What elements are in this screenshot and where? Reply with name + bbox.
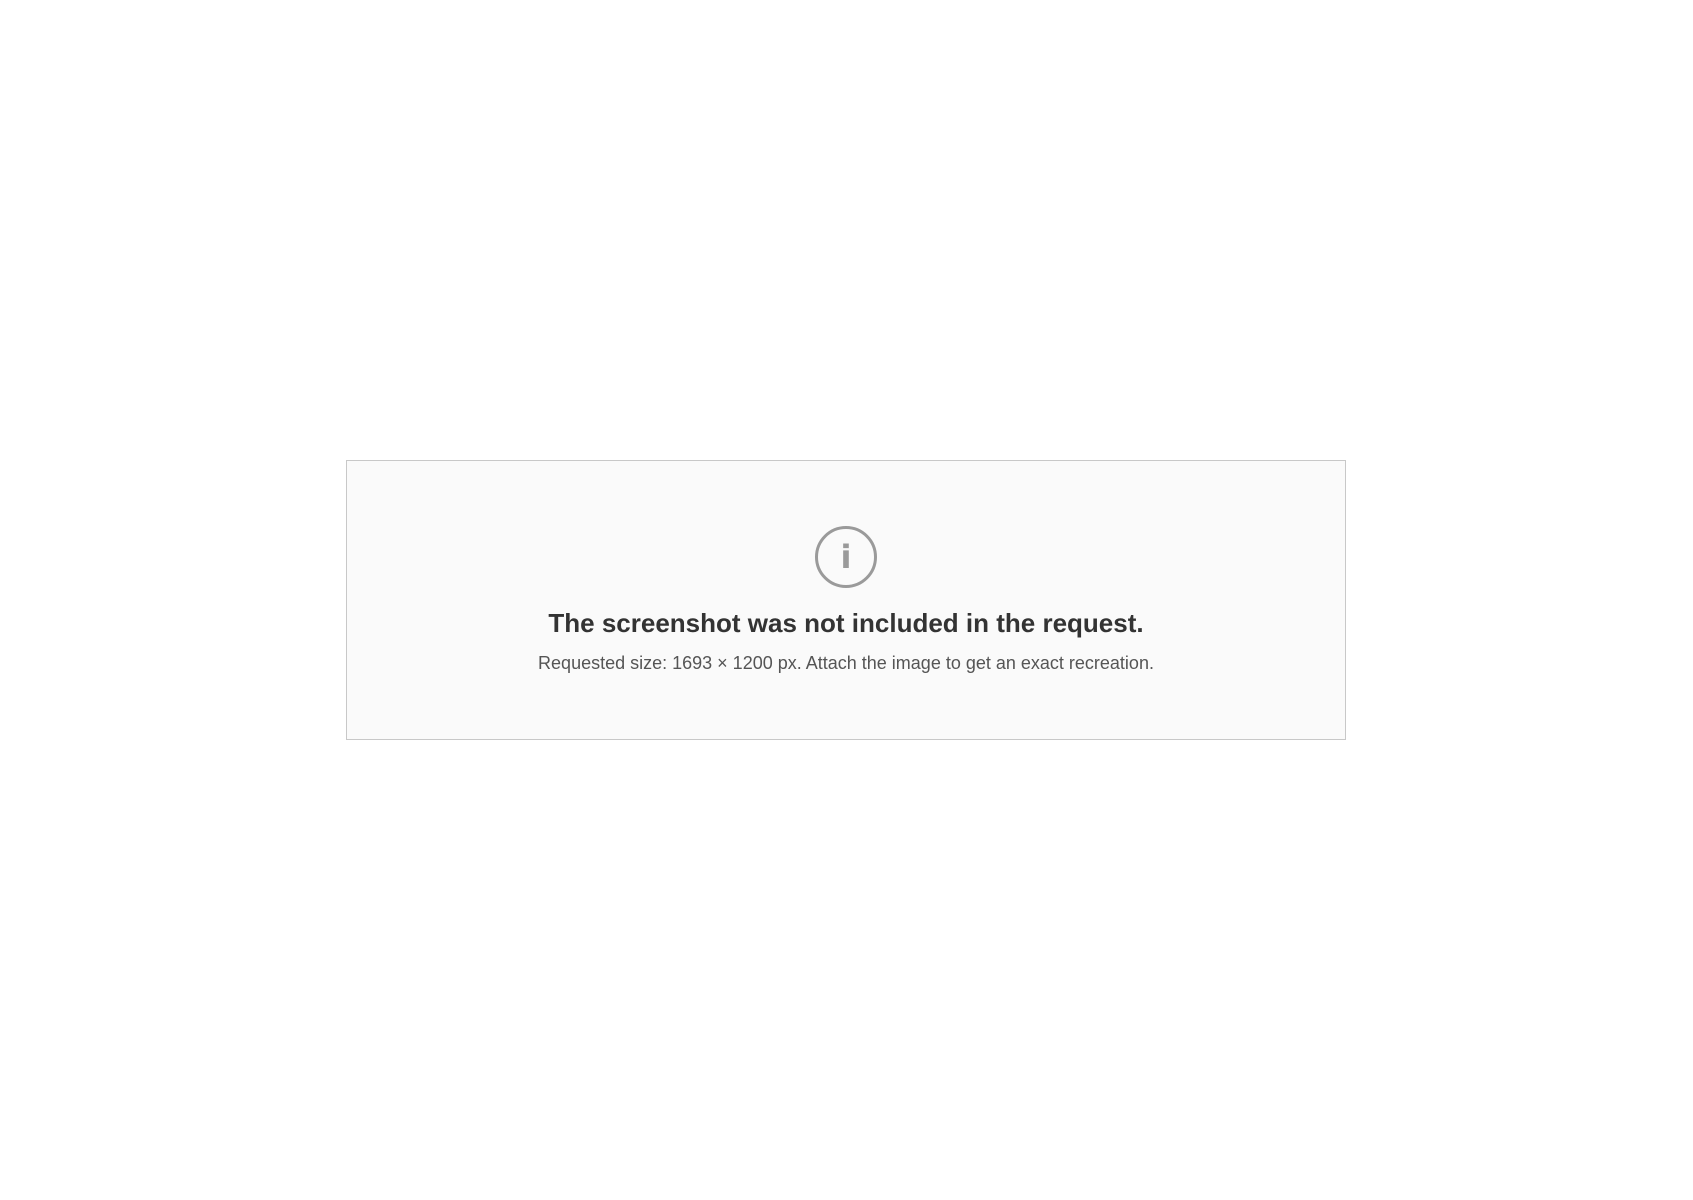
- info-icon: i: [815, 526, 877, 588]
- missing-image-notice: [346, 460, 1346, 740]
- notice-detail: Requested size: 1693 × 1200 px. Attach the image to get an exact recreation.: [538, 653, 1154, 673]
- notice-message: The screenshot was not included in the request.: [548, 608, 1144, 638]
